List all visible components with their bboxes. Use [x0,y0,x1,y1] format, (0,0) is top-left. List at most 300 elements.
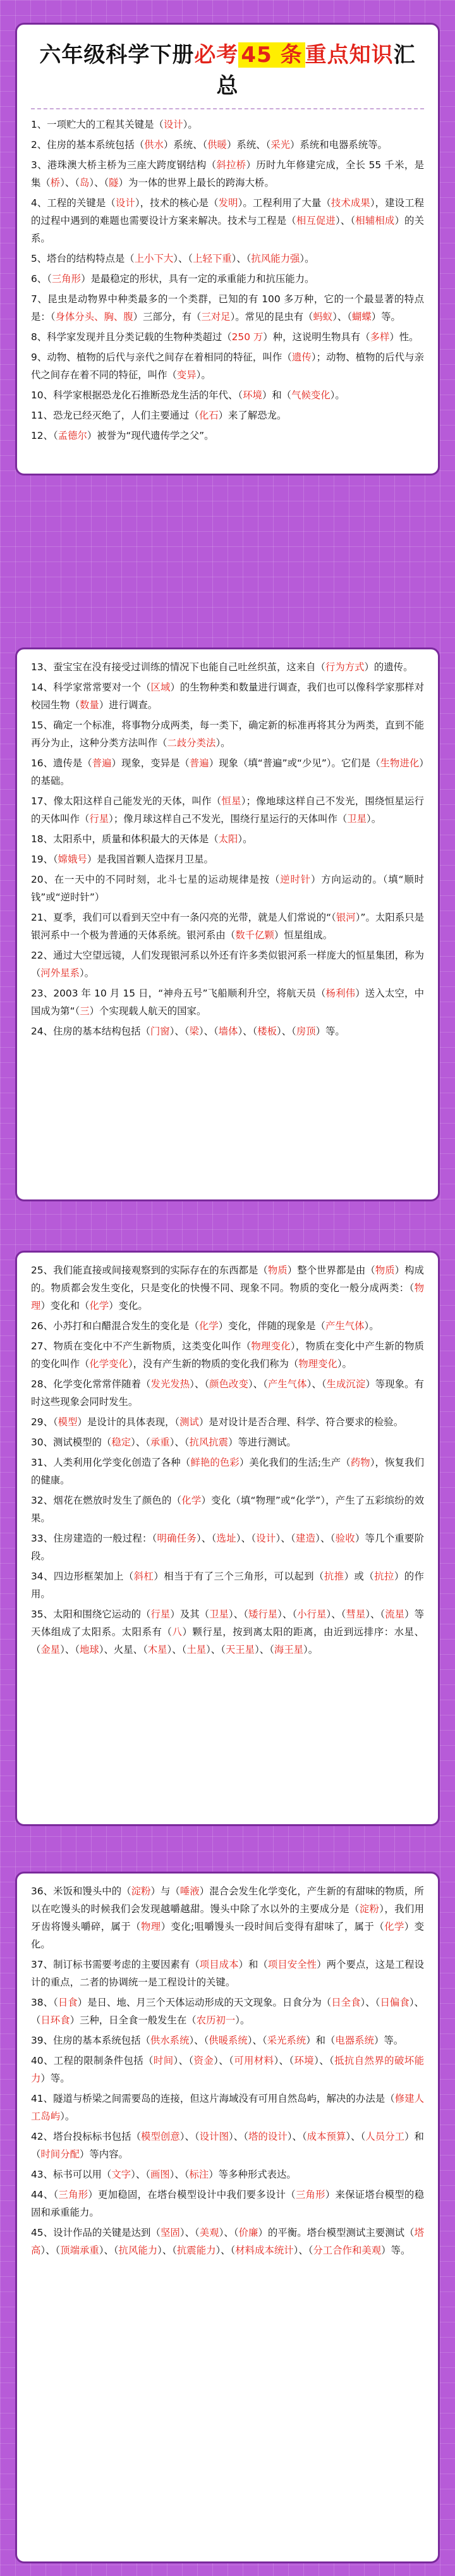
question-text: 34、四边形框架加上（ [31,1571,134,1582]
answer-text: 区域 [150,682,171,693]
answer-text: 物理 [31,1282,424,1311]
question-text: ）是最稳定的形状，具有一定的承重能力和抗压能力。 [81,273,315,285]
answer-text: 成本预算 [306,2131,346,2142]
question-text: ）等。 [373,2035,404,2046]
answer-text: 颜色改变 [209,1378,248,1390]
question-text: ）、（ [248,1378,268,1390]
question-text: ）变化。 [109,1300,148,1311]
knowledge-item [31,1492,424,1527]
question-text: ）、（ [365,1609,385,1620]
title-suffix: 重点知识 [305,42,394,68]
question-text: ）。 [215,737,231,749]
question-text: ）、（ [31,1997,424,2026]
question-text: ）、（ [314,2055,335,2066]
answer-text: 房顶 [296,1026,316,1037]
question-text: ）等。 [381,2245,411,2256]
answer-text: 设计 [115,197,135,209]
answer-text: 供水 [144,139,164,150]
knowledge-item [31,156,424,192]
question-text: ）。 [238,833,253,845]
question-text: 16、遗传是（ [31,757,92,769]
knowledge-item [31,984,424,1020]
question-text: 20、在一天中的不同时刻，北斗七星的运动规律是按（ [31,874,281,885]
question-text: ）；动物、植物的后代与亲代之间存在着不同的特征，叫作（ [31,352,424,381]
question-text: 18、太阳系中，质量和体积最大的天体是（ [31,833,219,845]
question-text: 11、恐龙已经灭绝了，人们主要通过（ [31,410,199,421]
knowledge-item [31,250,424,267]
item-list [31,1261,424,1659]
item-list [31,1882,424,2259]
question-text: 44、（ [31,2189,59,2200]
answer-text: 项目成本 [199,1959,239,1970]
answer-text: 塔高 [31,2227,424,2256]
question-text: ）、（ [131,1437,150,1448]
answer-text: 设计 [163,119,183,130]
question-text: 6、（ [31,273,52,285]
answer-text: 抗风能力 [118,2245,158,2256]
answer-text: 三角形 [51,273,82,285]
answer-text: 物理 [140,1921,161,1932]
answer-text: 抗风抗震 [189,1437,229,1448]
question-text: 25、我们能直接或间接观察到的实际存在的东西都是（ [31,1265,268,1276]
knowledge-item [31,194,424,247]
knowledge-item [31,348,424,384]
answer-text: 坚固 [160,2227,180,2238]
answer-text: 化学 [198,1320,219,1332]
question-text: ）是设计的具体表现，（ [77,1416,180,1428]
answer-text: 农历初一 [196,2015,236,2026]
question-text: 30、测试模型的（ [31,1437,112,1448]
question-text: ）、火星、（ [99,1644,148,1655]
question-text: ）、（ [293,2245,313,2256]
question-text: ）个实现载人航天的国家。 [89,1005,207,1017]
answer-text: 模型 [58,1416,78,1428]
page-title [31,34,424,109]
question-text: ）是对设计是否合理、科学、符合要求的检验。 [198,1416,404,1428]
question-text: ）、（ [197,1533,217,1544]
knowledge-item [31,427,424,445]
question-text: ）种，这说明生物具有（ [263,331,370,343]
knowledge-item [31,1530,424,1565]
answer-text: 逆时针 [280,874,311,885]
question-text: ）。 [60,2111,75,2122]
question-text: ）、（ [169,1437,190,1448]
answer-text: 选址 [216,1533,236,1544]
question-text: ）、（ [274,2055,294,2066]
question-text: ）美化我们的生活;生产（ [239,1457,351,1468]
question-text: 28、化学变化常常伴随着（ [31,1378,151,1390]
question-text: ）、（ [315,1533,336,1544]
answer-text: 八 [172,1626,183,1638]
question-text: ）、（ [60,1644,80,1655]
answer-text: 普遍 [189,757,209,769]
answer-text: 墙体 [218,1026,238,1037]
question-text: ）等现象。有时这些现象会同时发生。 [31,1378,424,1408]
knowledge-item [31,1956,424,1991]
question-text: ）构成的。物质都会发生变化，只是变化的快慢不同、现象不同。物质的变化一般分成两类：（ [31,1265,424,1294]
answer-text: 稳定 [111,1437,131,1448]
question-text: ）进行调查。 [99,699,158,711]
answer-text: 恒星 [221,795,241,807]
answer-text: 顶端承重 [60,2245,99,2256]
question-text: ）和（ [31,2131,424,2160]
knowledge-item [31,2224,424,2259]
answer-text: 淀粉 [131,1886,151,1897]
question-text: ）”。太阳系只是银河系中一个极为普通的天体系统。银河系由（ [31,912,425,941]
answer-text: 物质 [267,1265,288,1276]
answer-text: 金星 [40,1644,61,1655]
knowledge-item [31,830,424,848]
answer-text: 药物 [350,1457,370,1468]
question-text: ）、（ [173,253,193,264]
knowledge-item [31,116,424,133]
answer-text: 相互促进 [296,215,336,226]
question-text: ）、（ [247,2035,267,2046]
answer-text: 环境 [243,389,262,401]
question-text: ）、（ [236,1533,257,1544]
knowledge-item [31,850,424,868]
knowledge-card-1 [15,23,440,475]
question-text: ）颗行星，按到离太阳的距离，由近到远排序：水星、（ [31,1626,424,1655]
answer-text: 行星 [150,1609,171,1620]
question-text: ）等。 [371,311,401,322]
answer-text: 天王星 [225,1644,255,1655]
question-text: ）。 [367,813,382,825]
question-text: ）、（ [332,311,352,322]
question-text: ）；像地球这样自己不发光，围绕恒星运行的天体叫作（ [31,795,424,825]
answer-text: 杨利伟 [325,988,356,999]
answer-text: 梁 [189,1026,199,1037]
question-text: ）是我国首颗人造探月卫星。 [87,854,214,865]
question-text: ）是日、地、月三个天体运动形成的天文现象。日食分为（ [77,1997,332,2008]
question-text: ）。 [300,253,315,264]
answer-text: 电器系统 [335,2035,374,2046]
question-text: ），技术的核心是（ [135,197,219,209]
answer-text: 时间 [153,2055,174,2066]
question-text: 5、塔台的结构特点是（ [31,253,135,264]
answer-text: 产生气体 [325,1320,365,1332]
question-text: ）、（ [231,253,252,264]
answer-text: 蝴蝶 [351,311,372,322]
answer-text: 斜杠 [133,1571,154,1582]
question-text: ）的平衡。塔台模型测试主要测试（ [258,2227,415,2238]
question-text: ）混合会发生化学变化，产生新的有甜味的物质，所以在吃馒头的时候我们会发现越嚼越甜。馒头中除了水以外的主要成分是（ [31,1886,424,1915]
answer-text: 环境 [294,2055,315,2066]
question-text: 10、科学家根据恐龙化石推断恐龙生活的年代、（ [31,389,243,401]
answer-text: 三角形 [295,2189,325,2200]
knowledge-item [31,947,424,982]
knowledge-item [31,1261,424,1315]
answer-text: 承重 [150,1437,170,1448]
question-text: ），物质在变化中产生新的物质的变化叫作（ [31,1340,424,1370]
answer-text: 变异 [176,369,197,381]
question-text: ）等内容。 [79,2149,128,2160]
answer-text: 化石 [198,410,219,421]
answer-text: 建造 [295,1533,316,1544]
question-text: ）、（ [167,1644,187,1655]
knowledge-item [31,1022,424,1040]
question-text: 4、工程的关键是（ [31,197,116,209]
knowledge-item [31,1317,424,1335]
question-text: ）、（ [206,1644,226,1655]
question-text: ）的生物种类和数量进行调查，我们也可以像科学家那样对校园生物（ [31,682,424,711]
knowledge-item [31,658,424,676]
answer-text: 地球 [79,1644,99,1655]
question-text: ）、（ [219,2227,239,2238]
answer-text: 发光发热 [150,1378,190,1390]
question-text: ）被誉为“现代遗传学之父”。 [87,430,214,441]
question-text: ）恒星组成。 [274,929,333,941]
answer-text: 抵抗自然界的破坏能力 [31,2055,424,2084]
question-text: ），我们用牙齿将馒头嚼碎，属于（ [31,1903,424,1932]
answer-text: 物质 [375,1265,395,1276]
question-text: ）和（ [306,2035,336,2046]
answer-text: 孟德尔 [58,430,87,441]
answer-text: 抗拉 [374,1571,394,1582]
question-text: ）。工程利用了大量（ [238,197,331,209]
answer-text: 采光系统 [267,2035,306,2046]
answer-text: 分工合作和美观 [313,2245,382,2256]
knowledge-item [31,2186,424,2221]
question-text: ）；像月球这样自己不发光，围绕行星运行的天体叫作（ [109,813,348,825]
knowledge-card-3 [15,1251,440,1826]
question-text: 15、确定一个标准，将事物分成两类，每一类下，确定新的标准再将其分为两类，直到不能再分为止，这种分类方法叫作（ [31,720,424,749]
answer-text: 普遍 [92,757,112,769]
answer-text: 塔的设计 [248,2131,288,2142]
knowledge-item [31,909,424,944]
knowledge-item [31,1433,424,1451]
knowledge-item [31,2052,424,2087]
answer-text: 卫星 [209,1609,229,1620]
knowledge-item [31,2032,424,2049]
answer-text: 行星 [89,813,109,825]
question-text: 43、标书可以用（ [31,2169,112,2180]
question-text: 2、住房的基本系统包括（ [31,139,145,150]
question-text: ）性。 [389,331,419,343]
question-text: ）、（ [40,2245,61,2256]
knowledge-item [31,678,424,714]
answer-text: 三对足 [201,311,231,322]
title-prefix: 六年级科学下册 [39,42,195,68]
knowledge-item [31,1413,424,1431]
answer-text: 淀粉 [359,1903,380,1915]
question-text: ）、（ [346,2131,366,2142]
question-text: 36、米饭和馒头中的（ [31,1886,131,1897]
answer-text: 日全食 [331,1997,361,2008]
answer-text: 验收 [335,1533,355,1544]
answer-text: 化学变化 [89,1358,128,1370]
answer-text: 太阳 [218,833,238,845]
answer-text: 测试 [179,1416,199,1428]
question-text: 27、物质在变化中不产生新物质，这类变化叫作（ [31,1340,252,1352]
answer-text: 多样 [370,331,390,343]
question-text: ）三种，日全食一般发生在（ [70,2015,197,2026]
knowledge-item [31,386,424,404]
answer-text: 数量 [79,699,99,711]
question-text: ）系统和电器系统等。 [290,139,387,150]
question-text: 8、科学家发现并且分类记载的生物种类超过（ [31,331,232,343]
question-text: ）、（ [336,215,356,226]
answer-text: 唾液 [179,1886,200,1897]
knowledge-card-2 [15,647,440,1201]
question-text: ）变化和（ [40,1300,90,1311]
knowledge-item [31,1882,424,1953]
question-text: ）现象（填“普遍”或“少见”）。它们是（ [209,757,380,769]
question-text: ）、（ [276,1533,296,1544]
question-text: ）。 [337,1358,352,1370]
question-text: ）的基础。 [31,757,424,787]
item-list [31,658,424,1040]
answer-text: 河外星系 [40,967,80,979]
answer-text: 隧 [109,177,119,188]
answer-text: 文字 [111,2169,131,2180]
question-text: ），建设工程的过程中遇到的难题也需要设计方案来解决。技术与工程是（ [31,197,424,226]
question-text: ）等天体组成了太阳系。太阳系有（ [31,1609,424,1638]
answer-text: 标注 [189,2169,209,2180]
question-text: ）、（ [99,2245,119,2256]
question-text: 31、人类利用化学变化创造了各种（ [31,1457,191,1468]
knowledge-item [31,328,424,346]
question-text: ）变化;咀嚼馒头一段时间后变得有甜味了，属于（ [161,1921,385,1932]
question-text: ）历时九年修建完成，全长 55 千米，是集（ [31,159,424,188]
answer-text: 日偏食 [380,1997,410,2008]
question-text: ）系统、（ [163,139,208,150]
question-text: ）变化（填“物理”或“化学”），产生了五彩缤纷的效果。 [31,1495,424,1524]
question-text: 45、设计作品的关键是达到（ [31,2227,161,2238]
answer-text: 岛 [79,177,90,188]
answer-text: 生成沉淀 [326,1378,366,1390]
answer-text: 产生气体 [267,1378,307,1390]
question-text: ）、（ [131,2169,150,2180]
knowledge-item [31,290,424,326]
question-text: 38、（ [31,1997,58,2008]
answer-text: 供暖 [207,139,227,150]
answer-text: 生物进化 [380,757,420,769]
question-text: 32、烟花在燃放时发生了颜色的（ [31,1495,182,1506]
question-text: ）等进行测试。 [228,1437,296,1448]
question-text: ）送入太空，中国成为第“（ [31,988,424,1017]
knowledge-item [31,1567,424,1603]
answer-text: 楼板 [257,1026,277,1037]
answer-text: 上轻下重 [193,253,232,264]
question-text: ）。 [235,2015,250,2026]
answer-text: 可用材料 [234,2055,274,2066]
answer-text: 三角形 [58,2189,88,2200]
question-text: ）来保证塔台模型的稳固和承重能力。 [31,2189,424,2218]
answer-text: 二歧分类法 [167,737,216,749]
question-text: 19、（ [31,854,58,865]
question-text: ）、（ [215,2245,236,2256]
question-text: ）、（ [179,2227,200,2238]
question-text: 42、塔台投标标书包括（ [31,2131,142,2142]
knowledge-card-4 [15,1872,440,2563]
answer-text: 发明 [218,197,238,209]
knowledge-item [31,407,424,424]
question-text: ）。 [303,1644,318,1655]
question-text: ）。 [364,1320,379,1332]
title-must: 必考 [194,42,239,68]
question-text: ）、（ [60,177,80,188]
question-text: ）和（ [262,389,292,401]
question-text: ）。 [330,389,345,401]
knowledge-item [31,1375,424,1411]
knowledge-item [31,2090,424,2125]
answer-text: 卫星 [347,813,367,825]
knowledge-item [31,716,424,752]
question-text: ）的关系。 [31,215,424,244]
question-text: ）、（ [238,1026,258,1037]
question-text: ）、（ [89,177,109,188]
question-text: ）变化。 [31,1921,424,1950]
answer-text: 物理变化 [251,1340,291,1352]
question-text: ）、（ [179,2131,200,2142]
answer-text: 行为方式 [325,661,365,673]
answer-text: 相辅相成 [355,215,395,226]
question-text: ）。 [196,369,211,381]
question-text: 21、夏季，我们可以看到天空中有一条闪亮的光带，就是人们常说的“（ [31,912,336,923]
knowledge-item [31,1605,424,1659]
question-text: 39、住房的基本系统包括（ [31,2035,150,2046]
knowledge-item [31,754,424,790]
title-end: 汇总 [216,42,416,99]
question-text: ）为一体的世界上最长的跨海大桥。 [118,177,274,188]
question-text: ）变化，伴随的现象是（ [218,1320,325,1332]
question-text: 35、太阳和围绕它运动的（ [31,1609,151,1620]
question-text: ）、（ [189,2035,209,2046]
answer-text: 斜拉桥 [216,159,246,171]
knowledge-item [31,1454,424,1489]
question-text: 12、（ [31,430,58,441]
question-text: ）或（ [344,1571,375,1582]
question-text: 24、住房的基本结构包括（ [31,1026,150,1037]
answer-text: 项目安全性 [267,1959,317,1970]
question-text: ）三部分，有（ [133,311,202,322]
item-list [31,116,424,445]
question-text: ）方向运动的。（填“顺时钱”或“逆时针”） [31,874,424,903]
question-text: 29、（ [31,1416,58,1428]
answer-text: 遗传 [291,352,312,363]
answer-text: 数千亿颗 [235,929,274,941]
question-text: ）等。 [40,2073,70,2084]
question-text: ）和（ [238,1959,268,1970]
answer-text: 美观 [199,2227,219,2238]
answer-text: 修建人工岛屿 [31,2093,424,2122]
question-text: ）等。 [315,1026,345,1037]
question-text: ）。 [79,967,95,979]
question-text: 1、一项贮大的工程其关键是（ [31,119,164,130]
answer-text: 物理变化 [298,1358,337,1370]
question-text: 7、昆虫是动物界中种类最多的一个类群，已知的有 100 多万种，它的一个最显著的特点是：（ [31,293,424,322]
knowledge-item [31,792,424,828]
answer-text: 门窗 [150,1026,170,1037]
knowledge-item [31,136,424,154]
question-text: ）两个要点，这是工程设计的重点，二者的协调统一是工程设计的关键。 [31,1959,424,1988]
question-text: ）、（ [214,2055,234,2066]
answer-text: 上小下大 [134,253,174,264]
answer-text: 采光 [270,139,291,150]
answer-text: 250 万 [231,331,264,343]
answer-text: 材料成本统计 [235,2245,294,2256]
question-text: ）现象，变异是（ [111,757,190,769]
question-text: 41、隧道与桥梁之间需要岛的连接，但这片海域没有可用自然岛屿，解决的办法是（ [31,2093,395,2104]
answer-text: 日环食 [40,2015,70,2026]
question-text: ）。常见的昆虫有（ [230,311,313,322]
knowledge-item [31,1337,424,1373]
question-text: 37、制订标书需要考虑的主要因素有（ [31,1959,200,1970]
answer-text: 化学 [89,1300,109,1311]
question-text: 33、住房建造的一般过程：（ [31,1533,157,1544]
question-text: ），恢复我们的健康。 [31,1457,424,1486]
